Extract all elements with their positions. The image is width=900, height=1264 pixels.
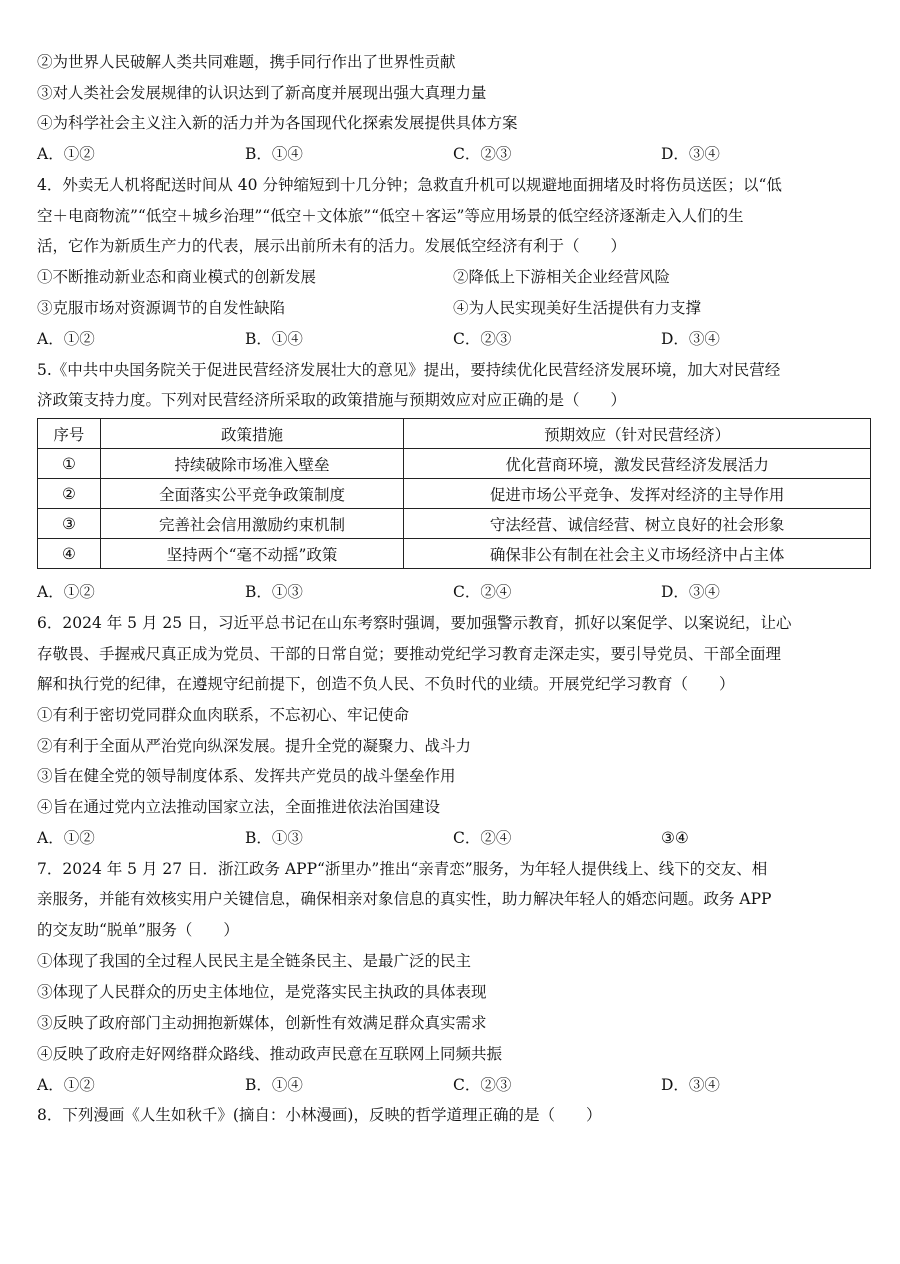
table-cell: ① — [38, 449, 101, 479]
table-row — [38, 509, 871, 539]
q6-option-a: A．①② — [37, 829, 95, 847]
q7-item-3: ③反映了政府部门主动拥抱新媒体，创新性有效满足群众真实需求 — [37, 1014, 487, 1032]
table-cell: 全面落实公平竞争政策制度 — [100, 479, 403, 509]
q7-item-4: ④反映了政府走好网络群众路线、推动政声民意在互联网上同频共振 — [37, 1045, 503, 1063]
q4-option-b: B．①④ — [245, 330, 303, 348]
q5-option-a: A．①② — [37, 583, 95, 601]
q5-stem-2: 济政策支持力度。下列对民营经济所采取的政策措施与预期效应对应正确的是（ ） — [37, 391, 627, 409]
q4-item-2: ②降低上下游相关企业经营风险 — [453, 268, 671, 286]
q7-option-a: A．①② — [37, 1076, 95, 1094]
q7-item-1: ①体现了我国的全过程人民民主是全链条民主、是最广泛的民主 — [37, 952, 472, 970]
policy-table — [37, 418, 871, 569]
q4-option-a: A．①② — [37, 330, 95, 348]
table-cell: ④ — [38, 539, 101, 569]
q4-option-c: C．②③ — [453, 330, 512, 348]
table-row — [38, 479, 871, 509]
q3-option-d: D．③④ — [661, 145, 720, 163]
q6-option-d: ③④ — [661, 829, 689, 847]
table-header-effect: 预期效应（针对民营经济） — [404, 419, 871, 449]
q6-stem-3: 解和执行党的纪律，在遵规守纪前提下，创造不负人民、不负时代的业绩。开展党纪学习教育（ ） — [37, 675, 735, 693]
q7-stem-3: 的交友助“脱单”服务（ ） — [37, 921, 239, 939]
q6-option-c: C．②④ — [453, 829, 512, 847]
table-cell: 确保非公有制在社会主义市场经济中占主体 — [404, 539, 871, 569]
table-cell: 持续破除市场准入壁垒 — [100, 449, 403, 479]
q6-option-b: B．①③ — [245, 829, 303, 847]
q7-option-c: C．②③ — [453, 1076, 512, 1094]
table-cell: ③ — [38, 509, 101, 539]
q4-stem-3: 活，它作为新质生产力的代表，展示出前所未有的活力。发展低空经济有利于（ ） — [37, 237, 627, 255]
q4-stem-2: 空＋电商物流”“低空＋城乡治理”“低空＋文体旅”“低空＋客运”等应用场景的低空经济逐渐走入人们的生 — [37, 207, 744, 225]
table-header-index: 序号 — [38, 419, 101, 449]
q3-item-4: ④为科学社会主义注入新的活力并为各国现代化探索发展提供具体方案 — [37, 114, 518, 132]
table-row — [38, 449, 871, 479]
q5-stem-1: 5.《中共中央国务院关于促进民营经济发展壮大的意见》提出，要持续优化民营经济发展环境，加大对民营经 — [37, 361, 781, 379]
q7-stem-1: 7．2024 年 5 月 27 日．浙江政务 APP“浙里办”推出“亲青恋”服务，为年轻人提供线上、线下的交友、相 — [37, 860, 768, 878]
q4-item-3: ③克服市场对资源调节的自发性缺陷 — [37, 299, 286, 317]
q3-option-a: A．①② — [37, 145, 95, 163]
table-cell: 优化营商环境，激发民营经济发展活力 — [404, 449, 871, 479]
q5-option-d: D．③④ — [661, 583, 720, 601]
table-cell: 完善社会信用激励约束机制 — [100, 509, 403, 539]
table-row — [38, 539, 871, 569]
q6-item-3: ③旨在健全党的领导制度体系、发挥共产党员的战斗堡垒作用 — [37, 767, 456, 785]
q5-option-b: B．①③ — [245, 583, 303, 601]
q7-option-d: D．③④ — [661, 1076, 720, 1094]
q6-stem-1: 6．2024 年 5 月 25 日，习近平总书记在山东考察时强调，要加强警示教育，抓好以案促学、以案说纪，让心 — [37, 614, 792, 632]
q3-option-b: B．①④ — [245, 145, 303, 163]
q4-stem-1: 4．外卖无人机将配送时间从 40 分钟缩短到十几分钟；急救直升机可以规避地面拥堵及时将伤员送医；以“低 — [37, 176, 782, 194]
q3-item-3: ③对人类社会发展规律的认识达到了新高度并展现出强大真理力量 — [37, 84, 487, 102]
q6-item-1: ①有利于密切党同群众血肉联系，不忘初心、牢记使命 — [37, 706, 410, 724]
table-header-row — [38, 419, 871, 449]
table-cell: 守法经营、诚信经营、树立良好的社会形象 — [404, 509, 871, 539]
q3-item-2: ②为世界人民破解人类共同难题，携手同行作出了世界性贡献 — [37, 53, 456, 71]
q4-item-1: ①不断推动新业态和商业模式的创新发展 — [37, 268, 317, 286]
q7-option-b: B．①④ — [245, 1076, 303, 1094]
q6-item-2: ②有利于全面从严治党向纵深发展。提升全党的凝聚力、战斗力 — [37, 737, 472, 755]
table-header-policy: 政策措施 — [100, 419, 403, 449]
table-cell: ② — [38, 479, 101, 509]
q6-item-4: ④旨在通过党内立法推动国家立法，全面推进依法治国建设 — [37, 798, 441, 816]
q6-stem-2: 存敬畏、手握戒尺真正成为党员、干部的日常自觉；要推动党纪学习教育走深走实，要引导党员、干部全面理 — [37, 645, 782, 663]
q4-item-4: ④为人民实现美好生活提供有力支撑 — [453, 299, 702, 317]
q8-stem-1: 8．下列漫画《人生如秋千》(摘自：小林漫画)，反映的哲学道理正确的是（ ） — [37, 1106, 602, 1124]
q3-option-c: C．②③ — [453, 145, 512, 163]
q7-item-2: ③体现了人民群众的历史主体地位，是党落实民主执政的具体表现 — [37, 983, 487, 1001]
q5-option-c: C．②④ — [453, 583, 512, 601]
q4-option-d: D．③④ — [661, 330, 720, 348]
table-cell: 促进市场公平竞争、发挥对经济的主导作用 — [404, 479, 871, 509]
table-cell: 坚持两个“毫不动摇”政策 — [100, 539, 403, 569]
q7-stem-2: 亲服务，并能有效核实用户关键信息，确保相亲对象信息的真实性，助力解决年轻人的婚恋问题。政务 APP — [37, 890, 772, 908]
